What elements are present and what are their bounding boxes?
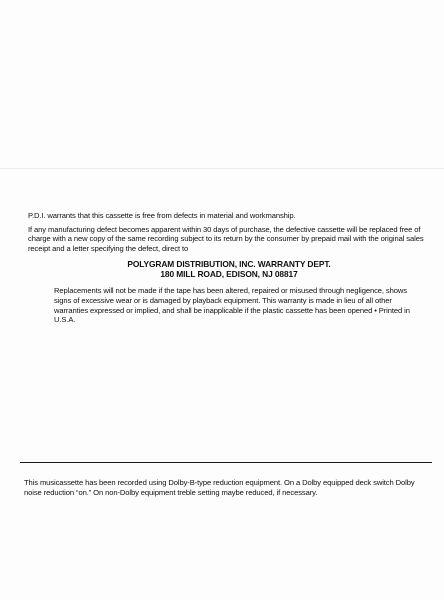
fold-line: [0, 168, 444, 169]
warranty-intro: P.D.I. warrants that this cassette is free from defects in material and workmanship.: [28, 211, 296, 220]
divider-rule: [20, 462, 432, 463]
warranty-section: [28, 211, 430, 325]
warranty-address: [28, 259, 430, 279]
warranty-exclusions: Replacements will not be made if the tape has been altered, repaired or misused through negligence, shows signs of excessive wear or is damaged by playback equipment. This warranty is made in lieu of all other warranties expressed or implied, and shall be inapplicable if the plastic cassette has been opened • Printed in U.S.A.: [54, 286, 410, 325]
warranty-defect-terms: If any manufacturing defect becomes apparent within 30 days of purchase, the defective cassette will be replaced free of charge with a new copy of the same recording subject to its return by the consumer by prepaid mail with the original sales receipt and a letter specifying the defect, direct to: [28, 224, 424, 253]
warranty-address-line1: POLYGRAM DISTRIBUTION, INC. WARRANTY DEPT.: [127, 259, 331, 270]
dolby-notice: This musicassette has been recorded using Dolby-B-type reduction equipment. On a Dolby equipped deck switch Dolby noise reduction “on.” On non-Dolby equipment treble setting maybe reduced, if necessary.: [24, 477, 415, 497]
warranty-address-line2: 180 MILL ROAD, EDISON, NJ 08817: [160, 269, 298, 280]
